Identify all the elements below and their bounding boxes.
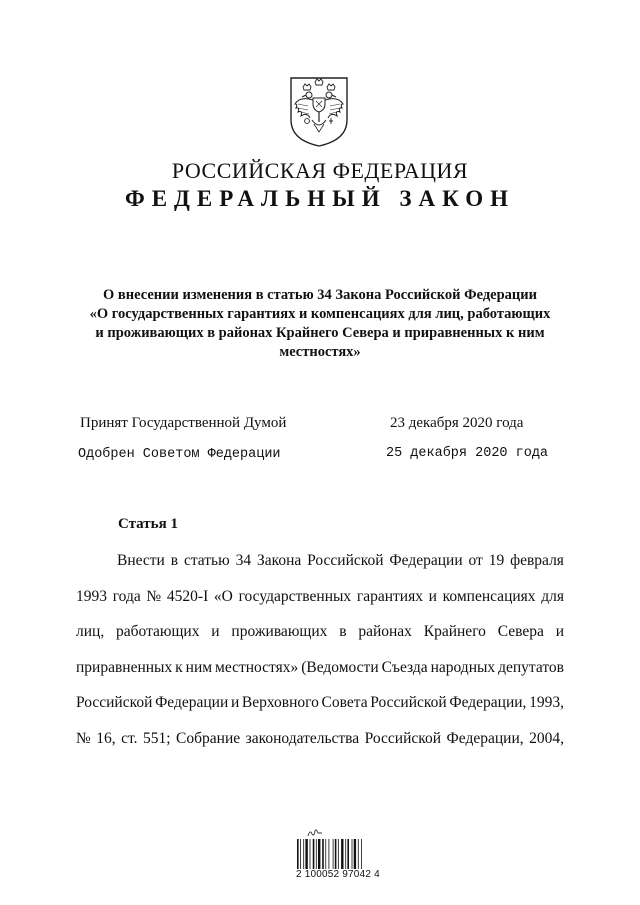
council-approval-date: 25 декабря 2020 года [386,446,549,461]
article-word: районах [358,623,412,640]
barcode-number: 2 100052 97042 4 [296,869,380,880]
article-word: № [146,587,162,605]
council-approval-label: Одобрен Советом Федерации [78,447,281,462]
article-word: компенсациях [442,587,536,605]
article-word: 4520-I [166,587,209,605]
article-word: 2004, [529,729,564,747]
article-word: Внести [117,552,165,569]
article-word: от [468,552,483,569]
article-word: Закона [256,552,302,569]
article-word: Федерации, [449,694,527,711]
article-word: Верховного [241,694,319,711]
article-word: ст. [121,729,138,747]
article-body-line [76,650,564,686]
article-word: Федерации, [446,729,524,747]
article-body-line [76,721,564,757]
article-body-line [76,579,564,615]
article-word: Федерации [155,694,229,711]
article-word: (Ведомости [301,658,379,676]
article-heading: Статья 1 [118,516,178,532]
barcode-icon [296,839,386,869]
article-word: государственных [238,587,352,605]
article-word: 1993 [76,587,107,605]
article-word: 19 [488,552,505,569]
article-word: и [555,623,564,640]
article-word: депутатов [498,658,564,676]
article-word: 551; [143,729,171,747]
article-word: 16, [96,729,116,747]
article-word: Российской [76,694,153,711]
signature-mark-icon [307,828,323,838]
article-word: Российской [307,552,384,569]
article-word: Съезда [381,658,428,676]
article-word: приравненных [76,658,173,676]
article-word: работающих [116,623,200,640]
article-word: «О [213,587,233,605]
article-body-line [76,685,564,721]
article-word: и [230,694,240,711]
article-word: № [76,729,91,747]
article-word: проживающих [231,623,328,640]
article-word: в [339,623,347,640]
article-word: законодательства [245,729,360,747]
law-title-line: и проживающих в районах Крайнего Севера и приравненных к ним [95,325,545,341]
article-word: лиц, [76,623,105,640]
article-word: для [541,587,564,605]
article-word: Севера [497,623,544,640]
article-word: 1993, [529,694,564,711]
article-word: февраля [510,552,564,569]
article-word: Собрание [176,729,241,747]
law-title-line: местностях» [279,344,361,360]
coat-of-arms-icon [286,74,352,148]
duma-adoption-label: Принят Государственной Думой [80,415,287,431]
article-word: гарантиях [356,587,423,605]
article-word: Крайнего [423,623,486,640]
law-title-line: «О государственных гарантиях и компенсациях для лиц, работающих [89,306,551,322]
article-word: в [170,552,179,569]
duma-adoption-date: 23 декабря 2020 года [390,415,524,431]
article-word: народных [430,658,496,676]
article-body [76,543,564,756]
law-title [70,286,570,362]
article-word: ним [185,658,213,676]
article-word: и [428,587,437,605]
article-body-line [76,614,564,650]
barcode-block [296,828,388,882]
article-body-line [76,543,564,579]
article-word: Российской [364,729,442,747]
article-word: Федерации [389,552,463,569]
article-word: 34 [235,552,252,569]
article-word: и [211,623,220,640]
law-title-line: О внесении изменения в статью 34 Закона Российской Федерации [103,287,537,303]
article-word: статью [183,552,230,569]
article-word: Российской [370,694,447,711]
article-word: местностях» [215,658,299,676]
article-word: года [112,587,141,605]
article-word: к [175,658,183,676]
country-heading: РОССИЙСКАЯ ФЕДЕРАЦИЯ [171,158,469,183]
article-word: Совета [321,694,368,711]
document-type-heading: ФЕДЕРАЛЬНЫЙ ЗАКОН [124,186,516,211]
